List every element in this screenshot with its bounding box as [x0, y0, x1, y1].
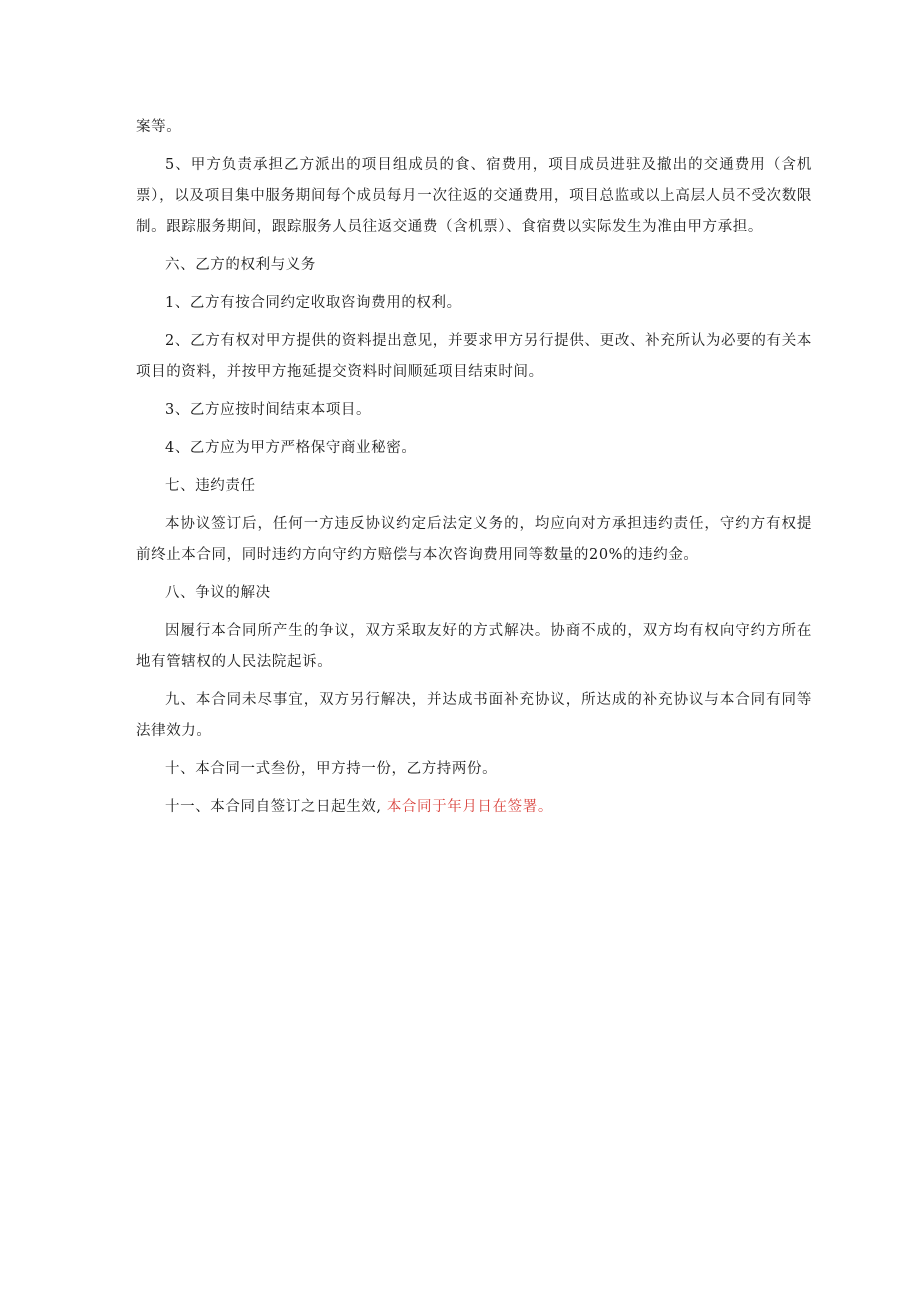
paragraph-b-clause-2: 2、乙方有权对甲方提供的资料提出意见，并要求甲方另行提供、更改、补充所认为必要的有关本项目的资料，并按甲方拖延提交资料时间顺延项目结束时间。 — [136, 333, 812, 380]
signing-date-placeholder: 本合同于年月日在签署。 — [381, 799, 553, 815]
paragraph-clause-10-copies: 十、本合同一式叁份，甲方持一份，乙方持两份。 — [165, 761, 498, 777]
paragraph-dispute-resolution: 因履行本合同所产生的争议，双方采取友好的方式解决。协商不成的，双方均有权向守约方所在地有管辖权的人民法院起诉。 — [136, 623, 812, 670]
section-heading-party-b-rights: 六、乙方的权利与义务 — [165, 257, 316, 273]
section-heading-dispute-resolution: 八、争议的解决 — [165, 585, 271, 601]
document-body — [136, 112, 812, 823]
paragraph-b-clause-1: 1、乙方有按合同约定收取咨询费用的权利。 — [165, 295, 462, 311]
paragraph-breach-liability: 本协议签订后，任何一方违反协议约定后法定义务的，均应向对方承担违约责任，守约方有权提前终止本合同，同时违约方向守约方赔偿与本次咨询费用同等数量的20%的违约金。 — [136, 516, 812, 563]
effective-text: 十一、本合同自签订之日起生效, — [165, 799, 382, 815]
paragraph-clause-9-supplement: 九、本合同未尽事宜，双方另行解决，并达成书面补充协议，所达成的补充协议与本合同有同等法律效力。 — [136, 692, 812, 739]
paragraph-b-clause-3: 3、乙方应按时间结束本项目。 — [165, 402, 372, 418]
paragraph-continuation: 案等。 — [136, 119, 182, 135]
paragraph-clause-11-effective — [136, 792, 812, 823]
paragraph-clause-5-expenses: 5、甲方负责承担乙方派出的项目组成员的食、宿费用，项目成员进驻及撤出的交通费用（含机票），以及项目集中服务期间每个成员每月一次往返的交通费用，项目总监或以上高层人员不受次数限制。跟踪服务期间，跟踪服务人员往返交通费（含机票）、食宿费以实际发生为准由甲方承担。 — [136, 157, 812, 235]
paragraph-b-clause-4: 4、乙方应为甲方严格保守商业秘密。 — [165, 440, 417, 456]
section-heading-breach-liability: 七、违约责任 — [165, 478, 256, 494]
